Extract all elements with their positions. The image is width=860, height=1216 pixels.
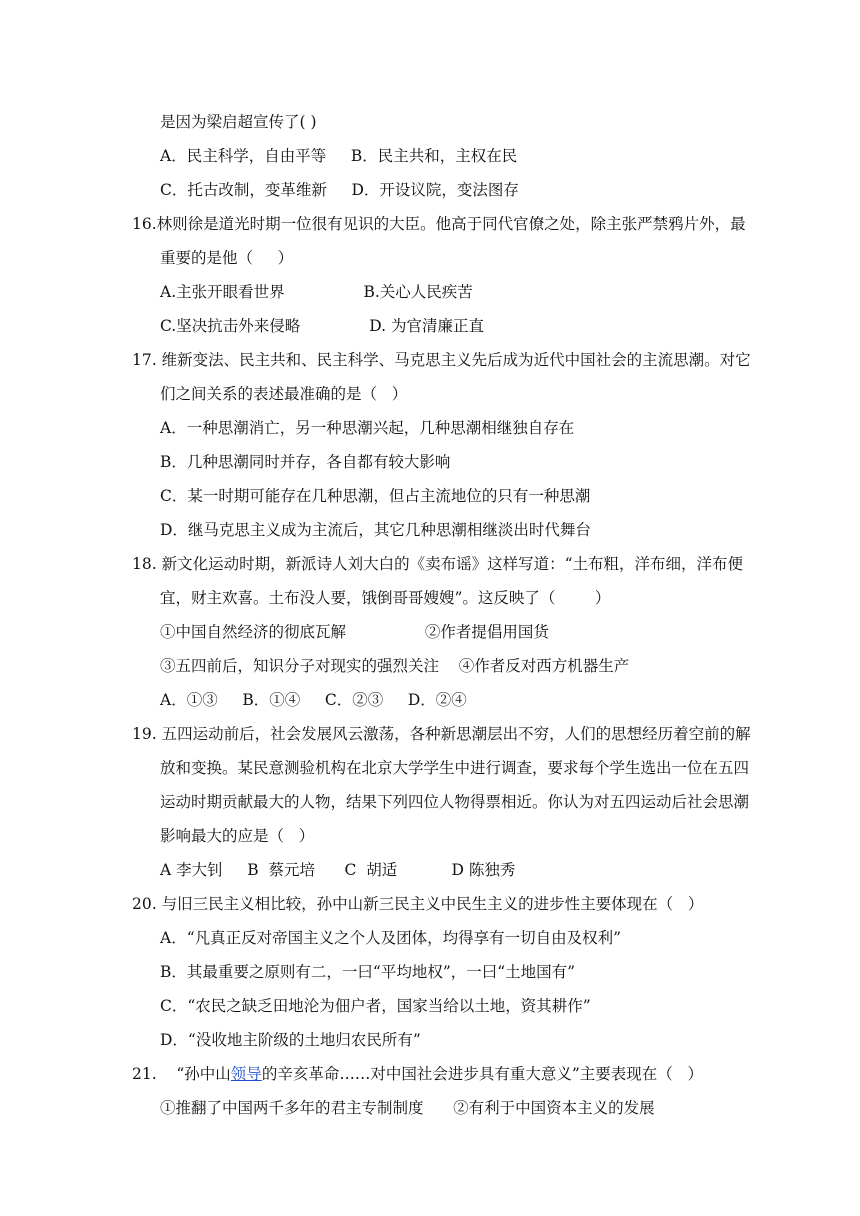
- leadership-link[interactable]: 领导: [230, 1065, 262, 1083]
- q16-options-cd: C.坚决抗击外来侵略 D. 为官清廉正直: [160, 317, 484, 335]
- q21-statements-12: ①推翻了中国两千多年的君主专制制度 ②有利于中国资本主义的发展: [160, 1099, 655, 1117]
- q21-stem: [132, 1064, 703, 1084]
- q16-stem: 16.林则徐是道光时期一位很有见识的大臣。他高于同代官僚之处，除主张严禁鸦片外，最: [132, 215, 746, 233]
- q20-option-c: C．“农民之缺乏田地沦为佃户者，国家当给以土地，资其耕作”: [160, 997, 591, 1015]
- q15-options-cd: C．托古改制，变革维新 D．开设议院，变法图存: [160, 181, 519, 199]
- q19-stem-cont-3: 影响最大的应是（ ）: [160, 827, 315, 845]
- q18-statements-34: ③五四前后，知识分子对现实的强烈关注 ④作者反对西方机器生产: [160, 657, 630, 675]
- q18-stem: 18. 新文化运动时期，新派诗人刘大白的《卖布谣》这样写道：“土布粗，洋布细，洋布便: [132, 555, 744, 573]
- q18-statements-12: ①中国自然经济的彻底瓦解 ②作者提倡用国货: [160, 623, 549, 641]
- q15-stem-tail: 是因为梁启超宣传了( ): [160, 113, 317, 131]
- q17-option-a: A．一种思潮消亡，另一种思潮兴起，几种思潮相继独自存在: [160, 419, 575, 437]
- q19-stem: 19. 五四运动前后，社会发展风云激荡，各种新思潮层出不穷，人们的思想经历着空前的解: [132, 725, 751, 743]
- q19-stem-cont-1: 放和变换。某民意测验机构在北京大学学生中进行调查，要求每个学生选出一位在五四: [160, 759, 750, 777]
- q17-option-d: D．继马克思主义成为主流后，其它几种思潮相继淡出时代舞台: [160, 521, 591, 539]
- q17-stem: 17. 维新变法、民主共和、民主科学、马克思主义先后成为近代中国社会的主流思潮。对它: [132, 351, 751, 369]
- q20-option-d: D．“没收地主阶级的土地归农民所有”: [160, 1031, 421, 1049]
- q16-stem-cont: 重要的是他（ ）: [160, 249, 294, 267]
- q18-options: A．①③ B．①④ C．②③ D．②④: [160, 691, 467, 709]
- q16-options-ab: A.主张开眼看世界 B.关心人民疾苦: [160, 283, 473, 301]
- q20-option-b: B．其最重要之原则有二，一曰“平均地权”，一曰“土地国有”: [160, 963, 576, 981]
- q18-stem-cont: 宜，财主欢喜。土布没人要，饿倒哥哥嫂嫂”。这反映了（ ）: [160, 589, 611, 607]
- q17-option-b: B．几种思潮同时并存，各自都有较大影响: [160, 453, 451, 471]
- q19-stem-cont-2: 运动时期贡献最大的人物，结果下列四位人物得票相近。你认为对五四运动后社会思潮: [160, 793, 750, 811]
- q21-stem-start: 21. “孙中山: [132, 1065, 231, 1083]
- q20-stem: 20. 与旧三民主义相比较，孙中山新三民主义中民生主义的进步性主要体现在（ ）: [132, 895, 704, 913]
- q19-options: A 李大钊 B 蔡元培 C 胡适 D 陈独秀: [160, 861, 516, 879]
- q15-options-ab: A．民主科学，自由平等 B．民主共和，主权在民: [160, 147, 518, 165]
- q17-stem-cont: 们之间关系的表述最准确的是（ ）: [160, 385, 408, 403]
- q17-option-c: C．某一时期可能存在几种思潮，但占主流地位的只有一种思潮: [160, 487, 591, 505]
- q21-stem-end: 的辛亥革命……对中国社会进步具有重大意义”主要表现在（ ）: [261, 1065, 704, 1083]
- q20-option-a: A．“凡真正反对帝国主义之个人及团体，均得享有一切自由及权利”: [160, 929, 622, 947]
